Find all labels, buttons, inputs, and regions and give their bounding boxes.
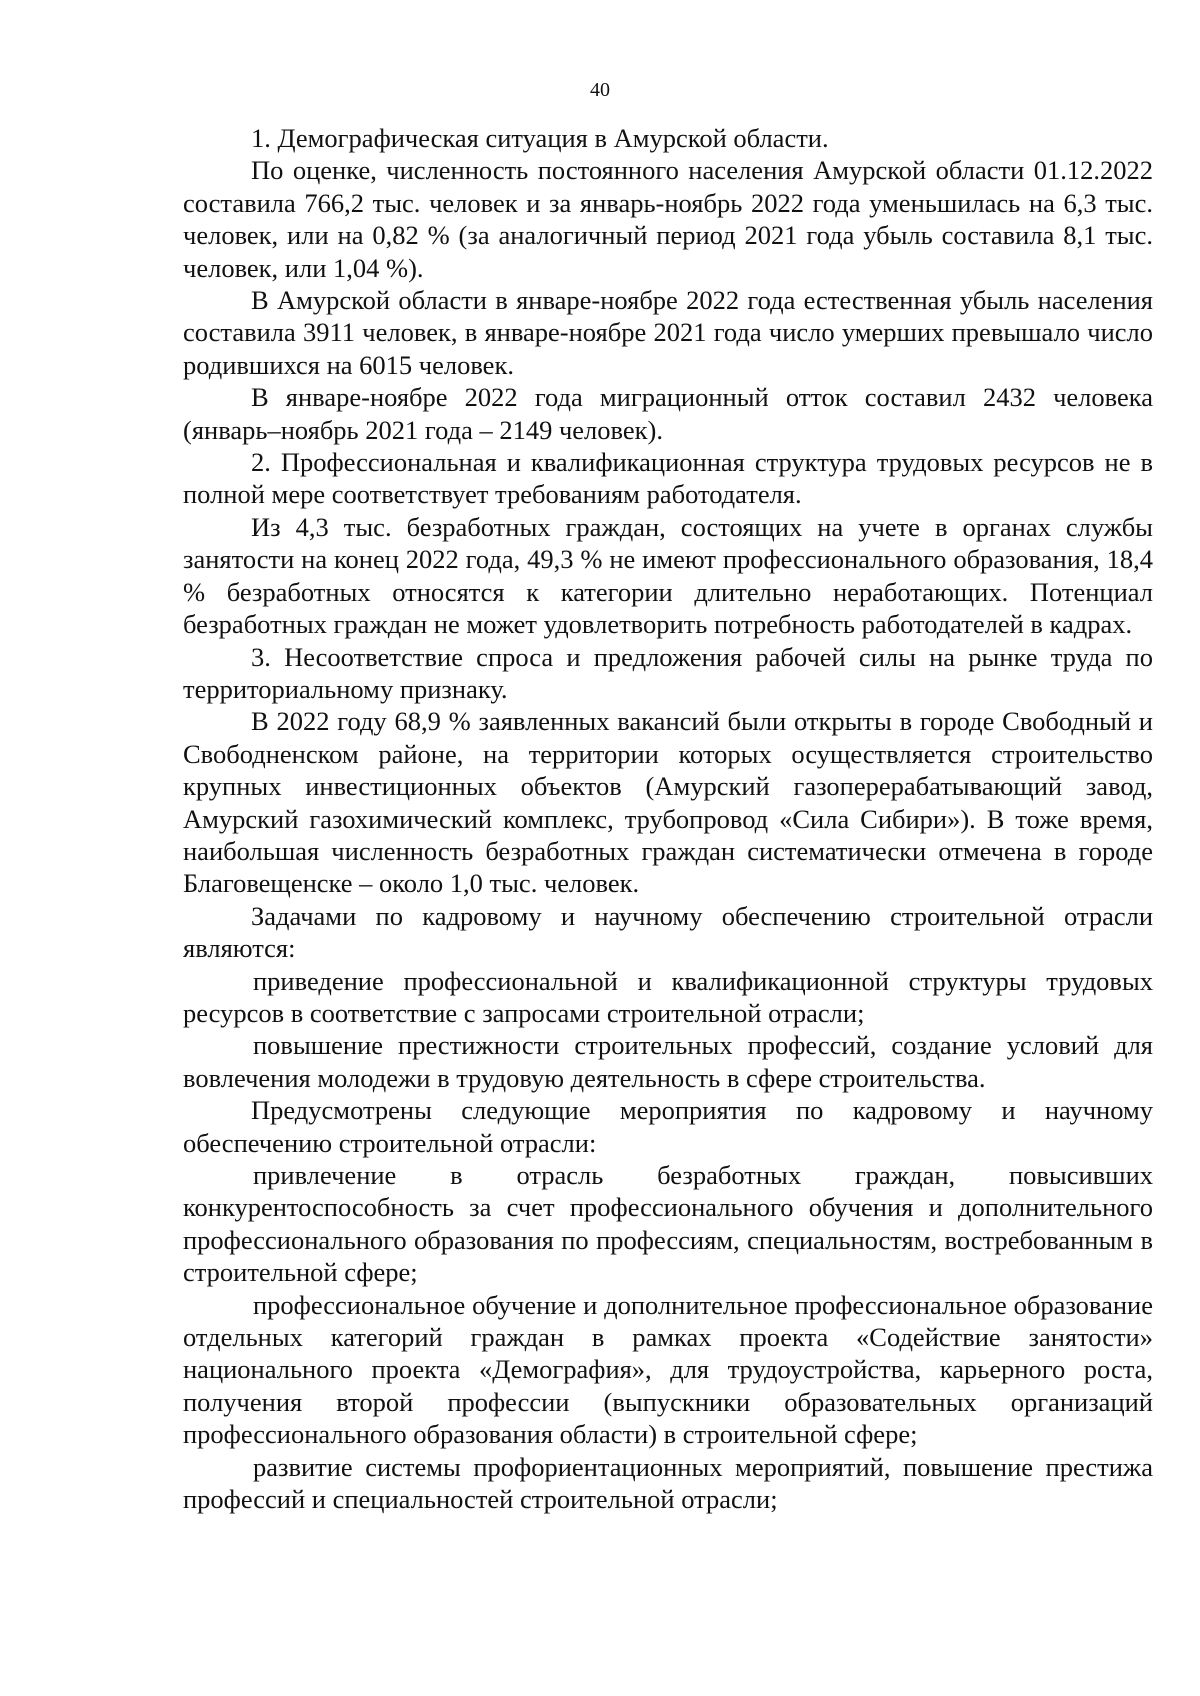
paragraph-vacancies-svobodny: В 2022 году 68,9 % заявленных вакансий были открыты в городе Свободный и Свободненском районе, на территории которых осуществляется строительство крупных инвестиционных объектов (Амурский газоперерабатывающий завод, Амурский газохимический комплекс, трубопровод «Сила Сибири»). В тоже время, наибольшая численность безработных граждан систематически отмечена в городе Благовещенске – около 1,0 тыс. человек. <box>183 706 1153 899</box>
paragraph-task-prestige: повышение престижности строительных профессий, создание условий для вовлечения молодежи в трудовую деятельность в сфере строительства. <box>183 1030 1153 1093</box>
paragraph-labor-structure-heading: 2. Профессиональная и квалификационная структура трудовых ресурсов не в полной мере соответствует требованиям работодателя. <box>183 447 1153 510</box>
paragraph-measure-professional-education: профессиональное обучение и дополнительное профессиональное образование отдельных категорий граждан в рамках проекта «Содействие занятости» национального проекта «Демография», для трудоустройства, карьерного роста, получения второй профессии (выпускники образовательных организаций профессионального образования области) в строительной сфере; <box>183 1289 1153 1450</box>
paragraph-planned-measures: Предусмотрены следующие мероприятия по кадровому и научному обеспечению строительной отрасли: <box>183 1095 1153 1158</box>
page-number: 40 <box>590 79 610 101</box>
paragraph-natural-decline: В Амурской области в январе-ноябре 2022 года естественная убыль населения составила 3911 человек, в январе-ноябре 2021 года число умерших превышало число родившихся на 6015 человек. <box>183 285 1153 380</box>
document-body <box>183 122 1153 1515</box>
paragraph-measure-career-guidance: развитие системы профориентационных мероприятий, повышение престижа профессий и специальностей строительной отрасли; <box>183 1451 1153 1515</box>
paragraph-migration-outflow: В январе-ноябре 2022 года миграционный отток составил 2432 человека (январь–ноябрь 2021 года – 2149 человек). <box>183 382 1153 445</box>
paragraph-task-structure-alignment: приведение профессиональной и квалификационной структуры трудовых ресурсов в соответствие с запросами строительной отрасли; <box>183 965 1153 1028</box>
paragraph-staffing-tasks: Задачами по кадровому и научному обеспечению строительной отрасли являются: <box>183 900 1153 964</box>
paragraph-measure-unemployed-training: привлечение в отрасль безработных граждан, повысивших конкурентоспособность за счет профессионального обучения и дополнительного профессионального образования по профессиям, специальностям, востребованным в строительной сфере; <box>183 1160 1153 1288</box>
paragraph-demographic-heading: 1. Демографическая ситуация в Амурской области. <box>251 123 829 153</box>
paragraph-territorial-mismatch-heading: 3. Несоответствие спроса и предложения рабочей силы на рынке труда по территориальному признаку. <box>183 641 1153 704</box>
paragraph-unemployed-citizens: Из 4,3 тыс. безработных граждан, состоящих на учете в органах службы занятости на конец 2022 года, 49,3 % не имеют профессионального образования, 18,4 % безработных относятся к категории длительно неработающих. Потенциал безработных граждан не может удовлетворить потребность работодателей в кадрах. <box>183 511 1153 640</box>
paragraph-population-estimate: По оценке, численность постоянного населения Амурской области 01.12.2022 составила 766,2 тыс. человек и за январь-ноябрь 2022 года уменьшилась на 6,3 тыс. человек, или на 0,82 % (за аналогичный период 2021 года убыль составила 8,1 тыс. человек, или 1,04 %). <box>183 155 1153 283</box>
